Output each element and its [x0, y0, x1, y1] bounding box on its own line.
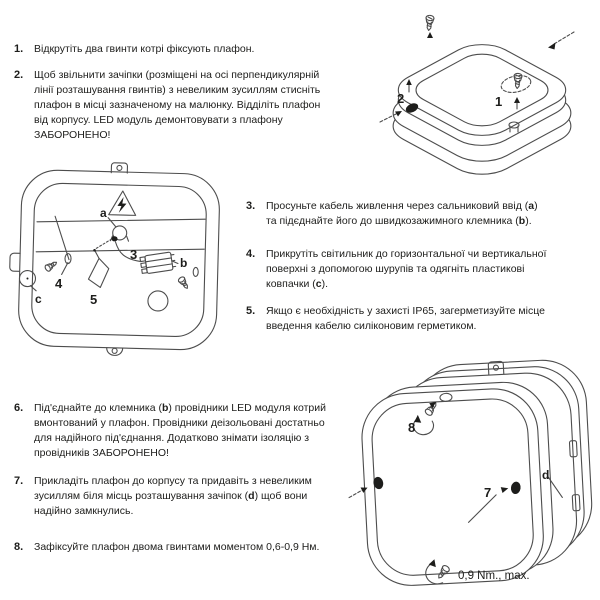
diagram-attach-plafond: [348, 354, 600, 600]
step-number: 4.: [246, 248, 256, 260]
arrow-head: [548, 43, 556, 50]
terminal-block-icon: [140, 252, 176, 275]
step-text: Прикладіть плафон до корпусу та придавіть з невеликим зусиллям біля місць розташування зачіпок (d) щоб вони надійно замкнулись.: [34, 475, 312, 517]
torque-note: 0,9 Nm., max.: [458, 570, 530, 582]
callout-label-b: b: [180, 256, 188, 270]
screw-icon: [44, 259, 58, 272]
sealant-tube-icon: [88, 239, 110, 288]
step-text: Відкрутіть два гвинти котрі фіксують плафон.: [34, 43, 255, 55]
step-item-8: [14, 540, 354, 556]
callout-label-8: 8: [408, 420, 416, 435]
dashed-leader: [380, 114, 396, 122]
step-number: 8.: [14, 541, 24, 553]
step-item-1: [14, 42, 334, 58]
step-number: 6.: [14, 402, 24, 414]
callout-label-4: 4: [55, 276, 63, 291]
arrow-up-icon: [427, 32, 433, 38]
step-item-3: [246, 199, 551, 229]
mount-bracket-left: [10, 253, 20, 271]
step-item-5: [246, 304, 551, 334]
step-item-2: [14, 68, 330, 143]
callout-label-c: c: [35, 292, 42, 306]
screw-icon: [425, 15, 435, 31]
step-number: 3.: [246, 200, 256, 212]
mount-tab-bottom: [107, 348, 123, 356]
step-number: 2.: [14, 69, 24, 81]
step-item-7: [14, 474, 339, 519]
step-text: Щоб звільнити зачіпки (розміщені на осі перпендикулярній лінії розташування гвинтів) з невеликим зусиллям стисніть плафон в місці зазначеному на малюнку. Відділіть плафон від корпусу. LED модуль демонтовувати з плафону ЗАБОРОНЕНО!: [34, 69, 321, 141]
step-text: Якщо є необхідність у захисті IP65, загерметизуйте місце введення кабелю силіконовим герметиком.: [266, 305, 545, 332]
plate-edge: [37, 215, 205, 226]
cable-hole: [148, 291, 169, 312]
callout-label-1: 1: [495, 94, 503, 109]
callout-label-2: 2: [397, 91, 405, 106]
step-text: Зафіксуйте плафон двома гвинтами моментом 0,6-0,9 Нм.: [34, 541, 320, 553]
dashed-leader: [349, 490, 363, 498]
diagram-unscrew-plafond: [378, 2, 600, 200]
step-item-6: [14, 401, 344, 461]
leader-line: [30, 286, 36, 291]
plastic-cap-icon: [19, 270, 35, 286]
step-number: 5.: [246, 305, 256, 317]
leader-line: [173, 261, 178, 263]
step-text: Під'єднайте до клемника (b) провідники LED модуля котрий вмонтований у плафон. Провідники деізольовані достатньо для надійного під'єднання. Додатково знімати ізоляцію з провідників ЗАБОРОНЕНО!: [34, 402, 326, 459]
leader-line: [108, 218, 116, 227]
step-item-4: [246, 247, 551, 292]
frame-hole: [193, 267, 198, 276]
diagram-base-wiring: [6, 160, 241, 373]
callout-label-d: d: [542, 468, 550, 482]
callout-label-7: 7: [484, 485, 492, 500]
callout-label-5: 5: [90, 292, 98, 307]
step-number: 1.: [14, 43, 24, 55]
dashed-leader: [554, 32, 574, 44]
warning-electric-icon: [109, 191, 137, 216]
screw-icon: [177, 276, 190, 290]
step-text: Просуньте кабель живлення через сальниковий ввід (a) та підєднайте його до швидкозажимного клемника (b).: [266, 200, 538, 227]
callout-label-3: 3: [130, 247, 138, 262]
step-text: Прикрутіть світильник до горизонтальної чи вертикальної поверхні з допомогою шурупів та одягніть пластикові ковпачки (c).: [266, 248, 547, 290]
leader-line: [62, 262, 68, 274]
power-cable: [115, 242, 141, 262]
plate-edge: [36, 245, 204, 256]
callout-label-a: a: [100, 206, 107, 220]
step-number: 7.: [14, 475, 24, 487]
